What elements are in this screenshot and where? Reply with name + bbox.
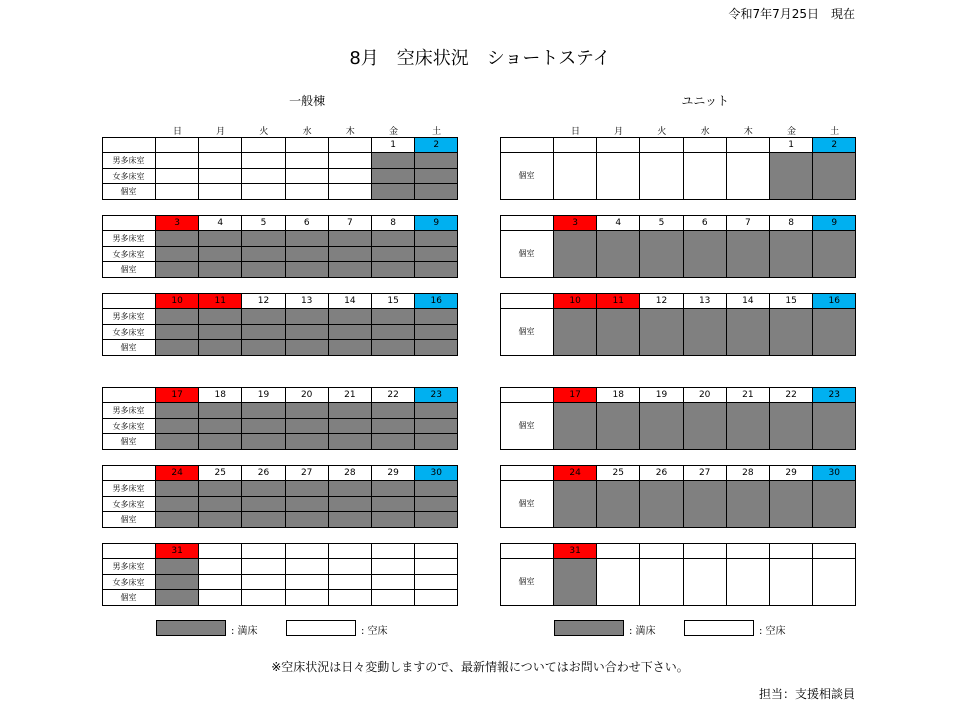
day-number-cell: 21 bbox=[329, 387, 372, 403]
weekday-header: 土 bbox=[830, 127, 840, 137]
day-number-cell: 22 bbox=[372, 387, 415, 403]
weekday-header: 木 bbox=[345, 127, 355, 137]
day-number-cell: 29 bbox=[372, 465, 415, 481]
day-number-cell: 2 bbox=[415, 137, 458, 153]
day-number-cell: 3 bbox=[156, 215, 199, 231]
day-number-cell: 3 bbox=[554, 215, 597, 231]
day-number-cell: 11 bbox=[199, 293, 242, 309]
room-type-label: 個室 bbox=[102, 590, 156, 606]
weekday-header: 水 bbox=[302, 127, 312, 137]
day-number-cell: 21 bbox=[727, 387, 770, 403]
day-number-cell: 18 bbox=[199, 387, 242, 403]
week-block bbox=[102, 137, 458, 200]
day-number-cell: 7 bbox=[329, 215, 372, 231]
day-number-cell: 25 bbox=[597, 465, 640, 481]
room-type-label: 女多床室 bbox=[102, 169, 156, 185]
room-type-label: 個室 bbox=[102, 512, 156, 528]
week-block-border bbox=[102, 543, 458, 606]
week-block bbox=[500, 137, 856, 200]
day-number-cell: 1 bbox=[770, 137, 813, 153]
weekday-header: 木 bbox=[743, 127, 753, 137]
day-number-cell: 20 bbox=[684, 387, 727, 403]
day-number-cell: 19 bbox=[242, 387, 285, 403]
day-number-cell: 9 bbox=[415, 215, 458, 231]
day-number-cell: 14 bbox=[727, 293, 770, 309]
day-number-cell: 12 bbox=[242, 293, 285, 309]
day-number-cell: 28 bbox=[727, 465, 770, 481]
day-number-cell: 5 bbox=[640, 215, 683, 231]
day-number-cell: 12 bbox=[640, 293, 683, 309]
weekday-header: 金 bbox=[388, 127, 398, 137]
day-number-cell: 31 bbox=[156, 543, 199, 559]
day-number-cell: 1 bbox=[372, 137, 415, 153]
legend-full-swatch bbox=[156, 620, 226, 636]
day-number-cell: 10 bbox=[156, 293, 199, 309]
room-type-label: 個室 bbox=[500, 481, 554, 528]
day-number-cell: 6 bbox=[286, 215, 329, 231]
day-number-cell: 10 bbox=[554, 293, 597, 309]
day-number-cell: 9 bbox=[813, 215, 856, 231]
day-number-cell: 23 bbox=[415, 387, 458, 403]
section-title: ユニット bbox=[681, 94, 729, 108]
room-type-label: 女多床室 bbox=[102, 247, 156, 263]
week-block bbox=[500, 465, 856, 528]
day-number-cell: 2 bbox=[813, 137, 856, 153]
day-number-cell: 30 bbox=[415, 465, 458, 481]
week-block bbox=[102, 293, 458, 356]
day-number-cell: 29 bbox=[770, 465, 813, 481]
day-number-cell: 30 bbox=[813, 465, 856, 481]
room-type-label: 個室 bbox=[500, 309, 554, 356]
day-number-cell: 20 bbox=[286, 387, 329, 403]
week-block-border bbox=[500, 293, 856, 356]
weekday-header: 土 bbox=[432, 127, 442, 137]
day-number-cell: 5 bbox=[242, 215, 285, 231]
weekday-header: 日 bbox=[172, 127, 182, 137]
room-type-label: 個室 bbox=[500, 403, 554, 450]
legend-vacant-label: : 空床 bbox=[759, 626, 786, 637]
week-block bbox=[102, 387, 458, 450]
day-number-cell: 26 bbox=[242, 465, 285, 481]
day-number-cell: 24 bbox=[156, 465, 199, 481]
legend-full-label: : 満床 bbox=[629, 626, 656, 637]
room-type-label: 男多床室 bbox=[102, 403, 156, 419]
staff-text: 担当：支援相談員 bbox=[758, 687, 855, 701]
legend-vacant-label: : 空床 bbox=[361, 626, 388, 637]
weekday-header: 月 bbox=[216, 127, 226, 137]
day-number-cell: 25 bbox=[199, 465, 242, 481]
room-type-label: 個室 bbox=[102, 434, 156, 450]
day-number-cell: 24 bbox=[554, 465, 597, 481]
legend-full-swatch bbox=[554, 620, 624, 636]
day-number-cell: 15 bbox=[770, 293, 813, 309]
week-block bbox=[500, 387, 856, 450]
weekday-header: 日 bbox=[570, 127, 580, 137]
room-type-label: 個室 bbox=[102, 262, 156, 278]
day-number-cell: 15 bbox=[372, 293, 415, 309]
week-block-border bbox=[500, 215, 856, 278]
day-number-cell: 28 bbox=[329, 465, 372, 481]
day-number-cell: 11 bbox=[597, 293, 640, 309]
room-type-label: 個室 bbox=[500, 559, 554, 606]
week-block-border bbox=[500, 543, 856, 606]
week-block-border bbox=[500, 137, 856, 200]
day-number-cell: 26 bbox=[640, 465, 683, 481]
room-type-label: 女多床室 bbox=[102, 325, 156, 341]
page-title: 8月 空床状況 ショートステイ bbox=[349, 48, 611, 69]
day-number-cell: 22 bbox=[770, 387, 813, 403]
weekday-header: 月 bbox=[614, 127, 624, 137]
room-type-label: 個室 bbox=[500, 153, 554, 200]
room-type-label: 個室 bbox=[102, 184, 156, 200]
room-type-label: 女多床室 bbox=[102, 575, 156, 591]
room-type-label: 男多床室 bbox=[102, 231, 156, 247]
day-number-cell: 13 bbox=[684, 293, 727, 309]
day-number-cell: 27 bbox=[684, 465, 727, 481]
room-type-label: 男多床室 bbox=[102, 559, 156, 575]
weekday-header: 水 bbox=[700, 127, 710, 137]
day-number-cell: 31 bbox=[554, 543, 597, 559]
week-block-border bbox=[102, 465, 458, 528]
week-block-border bbox=[102, 387, 458, 450]
section-title: 一般棟 bbox=[289, 94, 326, 108]
day-number-cell: 16 bbox=[415, 293, 458, 309]
room-type-label: 男多床室 bbox=[102, 153, 156, 169]
day-number-cell: 7 bbox=[727, 215, 770, 231]
day-number-cell: 19 bbox=[640, 387, 683, 403]
week-block bbox=[102, 543, 458, 606]
day-number-cell: 4 bbox=[199, 215, 242, 231]
room-type-label: 個室 bbox=[102, 340, 156, 356]
day-number-cell: 27 bbox=[286, 465, 329, 481]
day-number-cell: 14 bbox=[329, 293, 372, 309]
as-of-date: 令和7年7月25日 現在 bbox=[728, 7, 855, 21]
room-type-label: 女多床室 bbox=[102, 497, 156, 513]
day-number-cell: 17 bbox=[156, 387, 199, 403]
weekday-header: 火 bbox=[259, 127, 269, 137]
day-number-cell: 6 bbox=[684, 215, 727, 231]
week-block bbox=[500, 293, 856, 356]
weekday-header: 金 bbox=[786, 127, 796, 137]
legend-vacant-swatch bbox=[286, 620, 356, 636]
week-block bbox=[500, 543, 856, 606]
week-block bbox=[102, 465, 458, 528]
room-type-label: 男多床室 bbox=[102, 481, 156, 497]
legend-vacant-swatch bbox=[684, 620, 754, 636]
week-block bbox=[102, 215, 458, 278]
note-text: ※空床状況は日々変動しますので、最新情報についてはお問い合わせ下さい。 bbox=[271, 660, 689, 674]
day-number-cell: 8 bbox=[372, 215, 415, 231]
day-number-cell: 13 bbox=[286, 293, 329, 309]
week-block-border bbox=[102, 215, 458, 278]
week-block-border bbox=[102, 293, 458, 356]
day-number-cell: 17 bbox=[554, 387, 597, 403]
week-block-border bbox=[500, 387, 856, 450]
legend-full-label: : 満床 bbox=[231, 626, 258, 637]
weekday-header: 火 bbox=[657, 127, 667, 137]
day-number-cell: 4 bbox=[597, 215, 640, 231]
room-type-label: 個室 bbox=[500, 231, 554, 278]
week-block-border bbox=[102, 137, 458, 200]
room-type-label: 男多床室 bbox=[102, 309, 156, 325]
day-number-cell: 18 bbox=[597, 387, 640, 403]
day-number-cell: 8 bbox=[770, 215, 813, 231]
day-number-cell: 16 bbox=[813, 293, 856, 309]
week-block bbox=[500, 215, 856, 278]
day-number-cell: 23 bbox=[813, 387, 856, 403]
room-type-label: 女多床室 bbox=[102, 419, 156, 435]
week-block-border bbox=[500, 465, 856, 528]
